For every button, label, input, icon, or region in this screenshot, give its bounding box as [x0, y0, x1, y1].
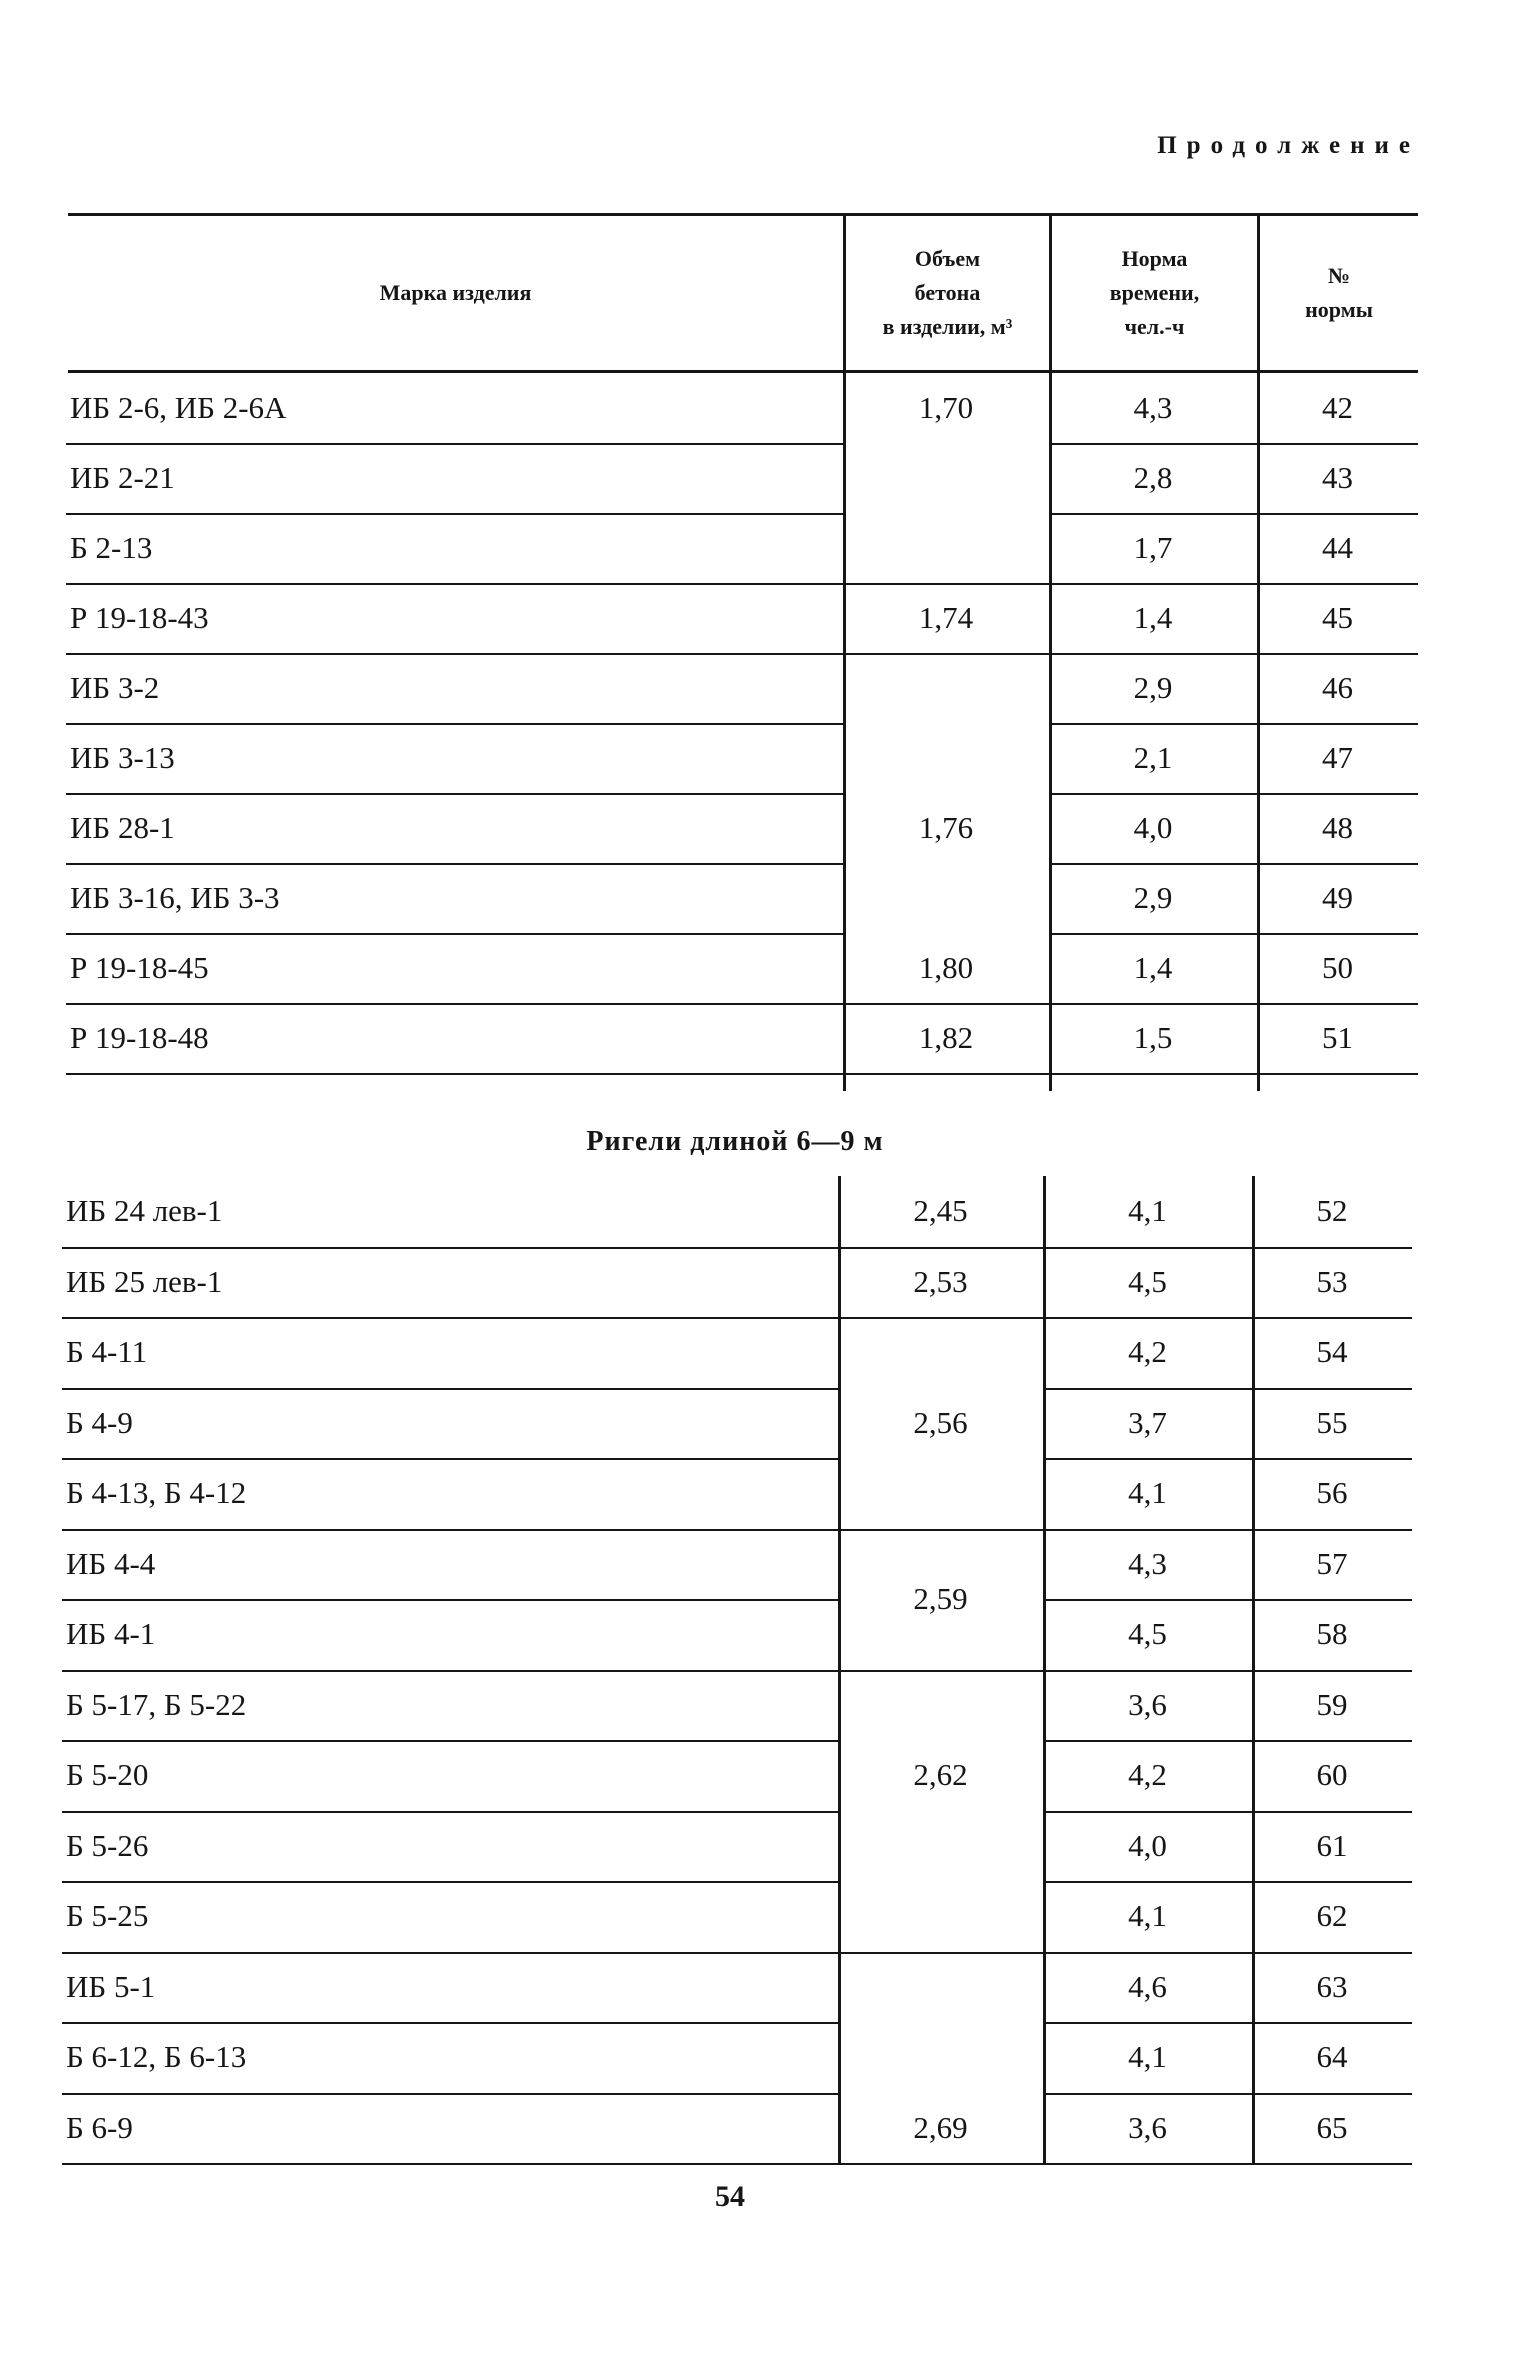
row-mark: Р 19-18-45	[70, 950, 209, 985]
row-norm-time: 4,3	[1128, 1545, 1167, 1581]
row-divider	[62, 1952, 1412, 1954]
row-volume: 2,56	[913, 1404, 968, 1440]
row-mark: Б 6-12, Б 6-13	[66, 2039, 247, 2075]
row-mark: ИБ 28-1	[70, 810, 175, 845]
section-title: Ригели длиной 6—9 м	[586, 1126, 884, 1157]
row-divider	[1043, 1388, 1412, 1390]
row-mark: Б 2-13	[70, 530, 153, 565]
row-divider	[1049, 513, 1418, 515]
header-norm-number: № нормы	[1257, 216, 1418, 370]
row-volume: 2,59	[913, 1581, 968, 1616]
row-divider	[62, 1529, 1412, 1531]
row-norm-time: 1,4	[1133, 950, 1173, 985]
row-norm-time: 4,5	[1128, 1263, 1167, 1299]
row-norm-time: 4,5	[1128, 1616, 1167, 1652]
row-divider	[1043, 1811, 1412, 1813]
row-volume: 2,45	[913, 1193, 968, 1229]
row-norm-time: 4,1	[1128, 1898, 1167, 1934]
row-norm-number: 55	[1316, 1404, 1348, 1440]
row-mark: ИБ 3-16, ИБ 3-3	[70, 880, 280, 915]
row-norm-time: 4,1	[1128, 1193, 1167, 1229]
row-mark: Б 5-20	[66, 1757, 149, 1793]
row-divider	[1049, 723, 1418, 725]
row-norm-number: 57	[1316, 1545, 1348, 1581]
row-norm-number: 50	[1322, 950, 1353, 985]
row-divider	[1043, 1458, 1412, 1460]
row-norm-number: 62	[1316, 1898, 1348, 1934]
row-mark: ИБ 24 лев-1	[66, 1193, 223, 1229]
column-divider	[1252, 1176, 1255, 2163]
continuation-label: Продолжение	[1157, 132, 1420, 159]
row-norm-time: 4,1	[1128, 1475, 1167, 1511]
row-mark: ИБ 4-4	[66, 1545, 156, 1581]
row-divider	[66, 653, 1418, 655]
row-norm-number: 53	[1316, 1263, 1348, 1299]
row-norm-number: 44	[1322, 530, 1353, 565]
row-norm-number: 47	[1322, 740, 1353, 775]
row-volume: 1,74	[918, 600, 974, 635]
row-norm-number: 64	[1316, 2039, 1348, 2075]
row-divider	[62, 1881, 838, 1883]
row-norm-time: 4,2	[1128, 1334, 1167, 1370]
row-divider	[62, 1670, 1412, 1672]
row-norm-number: 48	[1322, 810, 1353, 845]
row-volume: 2,62	[913, 1757, 968, 1793]
column-divider	[1043, 1176, 1046, 2163]
row-divider	[1043, 1881, 1412, 1883]
row-norm-number: 46	[1322, 670, 1353, 705]
header-volume: Объем бетона в изделии, м³	[843, 216, 1049, 370]
row-divider	[1049, 793, 1418, 795]
row-norm-time: 1,7	[1133, 530, 1173, 565]
row-volume: 2,53	[913, 1263, 968, 1299]
row-mark: ИБ 2-21	[70, 460, 175, 495]
page-number: 54	[715, 2180, 745, 2213]
row-norm-time: 4,2	[1128, 1757, 1167, 1793]
row-divider	[66, 443, 843, 445]
row-mark: ИБ 3-2	[70, 670, 160, 705]
row-divider	[1043, 1599, 1412, 1601]
row-norm-time: 4,6	[1128, 1968, 1167, 2004]
row-norm-number: 52	[1316, 1193, 1348, 1229]
row-norm-number: 60	[1316, 1757, 1348, 1793]
row-divider	[62, 1458, 838, 1460]
row-norm-time: 2,9	[1133, 670, 1173, 705]
row-mark: Б 5-17, Б 5-22	[66, 1686, 247, 1722]
row-divider	[66, 863, 843, 865]
row-norm-number: 58	[1316, 1616, 1348, 1652]
row-mark: Б 4-11	[66, 1334, 148, 1370]
row-divider	[66, 933, 843, 935]
row-mark: Б 5-26	[66, 1827, 149, 1863]
row-volume: 1,76	[918, 810, 974, 845]
row-divider	[62, 1740, 838, 1742]
row-divider	[66, 513, 843, 515]
row-norm-time: 3,7	[1128, 1404, 1167, 1440]
row-norm-time: 3,6	[1128, 2109, 1167, 2145]
row-volume: 1,80	[918, 950, 974, 985]
row-norm-number: 43	[1322, 460, 1353, 495]
row-divider	[1049, 863, 1418, 865]
row-volume: 2,69	[913, 2109, 968, 2145]
row-norm-number: 56	[1316, 1475, 1348, 1511]
row-divider	[1043, 2093, 1412, 2095]
row-divider	[1043, 1740, 1412, 1742]
row-divider	[62, 1599, 838, 1601]
row-mark: ИБ 4-1	[66, 1616, 156, 1652]
row-divider	[66, 793, 843, 795]
row-norm-time: 2,9	[1133, 880, 1173, 915]
row-norm-number: 59	[1316, 1686, 1348, 1722]
row-divider	[66, 1003, 1418, 1005]
row-divider	[62, 2093, 838, 2095]
row-volume: 1,70	[918, 390, 974, 425]
column-divider	[838, 1176, 841, 2163]
row-divider	[66, 583, 1418, 585]
row-divider	[66, 1073, 1418, 1075]
table-header	[68, 213, 1418, 373]
row-norm-time: 1,5	[1133, 1020, 1173, 1055]
row-mark: Б 4-9	[66, 1404, 133, 1440]
header-mark: Марка изделия	[379, 280, 532, 305]
row-divider	[62, 1811, 838, 1813]
row-norm-number: 51	[1322, 1020, 1353, 1055]
row-divider	[66, 723, 843, 725]
row-norm-time: 4,0	[1128, 1827, 1167, 1863]
row-norm-time: 4,3	[1133, 390, 1173, 425]
column-divider	[843, 373, 846, 1091]
row-norm-number: 45	[1322, 600, 1353, 635]
row-mark: ИБ 25 лев-1	[66, 1263, 223, 1299]
row-norm-number: 65	[1316, 2109, 1348, 2145]
row-mark: Б 6-9	[66, 2109, 133, 2145]
row-divider	[1043, 2022, 1412, 2024]
row-norm-time: 3,6	[1128, 1686, 1167, 1722]
row-divider	[62, 1247, 1412, 1249]
row-norm-number: 63	[1316, 1968, 1348, 2004]
row-norm-number: 49	[1322, 880, 1353, 915]
row-norm-time: 1,4	[1133, 600, 1173, 635]
row-mark: Б 4-13, Б 4-12	[66, 1475, 247, 1511]
row-norm-time: 2,1	[1133, 740, 1173, 775]
row-norm-number: 54	[1316, 1334, 1348, 1370]
row-mark: Р 19-18-48	[70, 1020, 209, 1055]
row-norm-number: 42	[1322, 390, 1353, 425]
row-norm-time: 4,0	[1133, 810, 1173, 845]
row-norm-time: 4,1	[1128, 2039, 1167, 2075]
row-mark: ИБ 3-13	[70, 740, 175, 775]
row-divider	[1049, 933, 1418, 935]
column-divider	[1257, 373, 1260, 1091]
row-divider	[62, 1388, 838, 1390]
row-norm-number: 61	[1316, 1827, 1348, 1863]
row-divider	[62, 2022, 838, 2024]
row-divider	[1049, 443, 1418, 445]
row-mark: Р 19-18-43	[70, 600, 209, 635]
row-mark: ИБ 5-1	[66, 1968, 156, 2004]
row-mark: Б 5-25	[66, 1898, 149, 1934]
row-volume: 1,82	[918, 1020, 974, 1055]
row-norm-time: 2,8	[1133, 460, 1173, 495]
row-divider	[62, 1317, 1412, 1319]
header-norm-time: Норма времени, чел.-ч	[1049, 216, 1257, 370]
row-divider	[62, 2163, 1412, 2165]
row-mark: ИБ 2-6, ИБ 2-6А	[70, 390, 287, 425]
column-divider	[1049, 373, 1052, 1091]
